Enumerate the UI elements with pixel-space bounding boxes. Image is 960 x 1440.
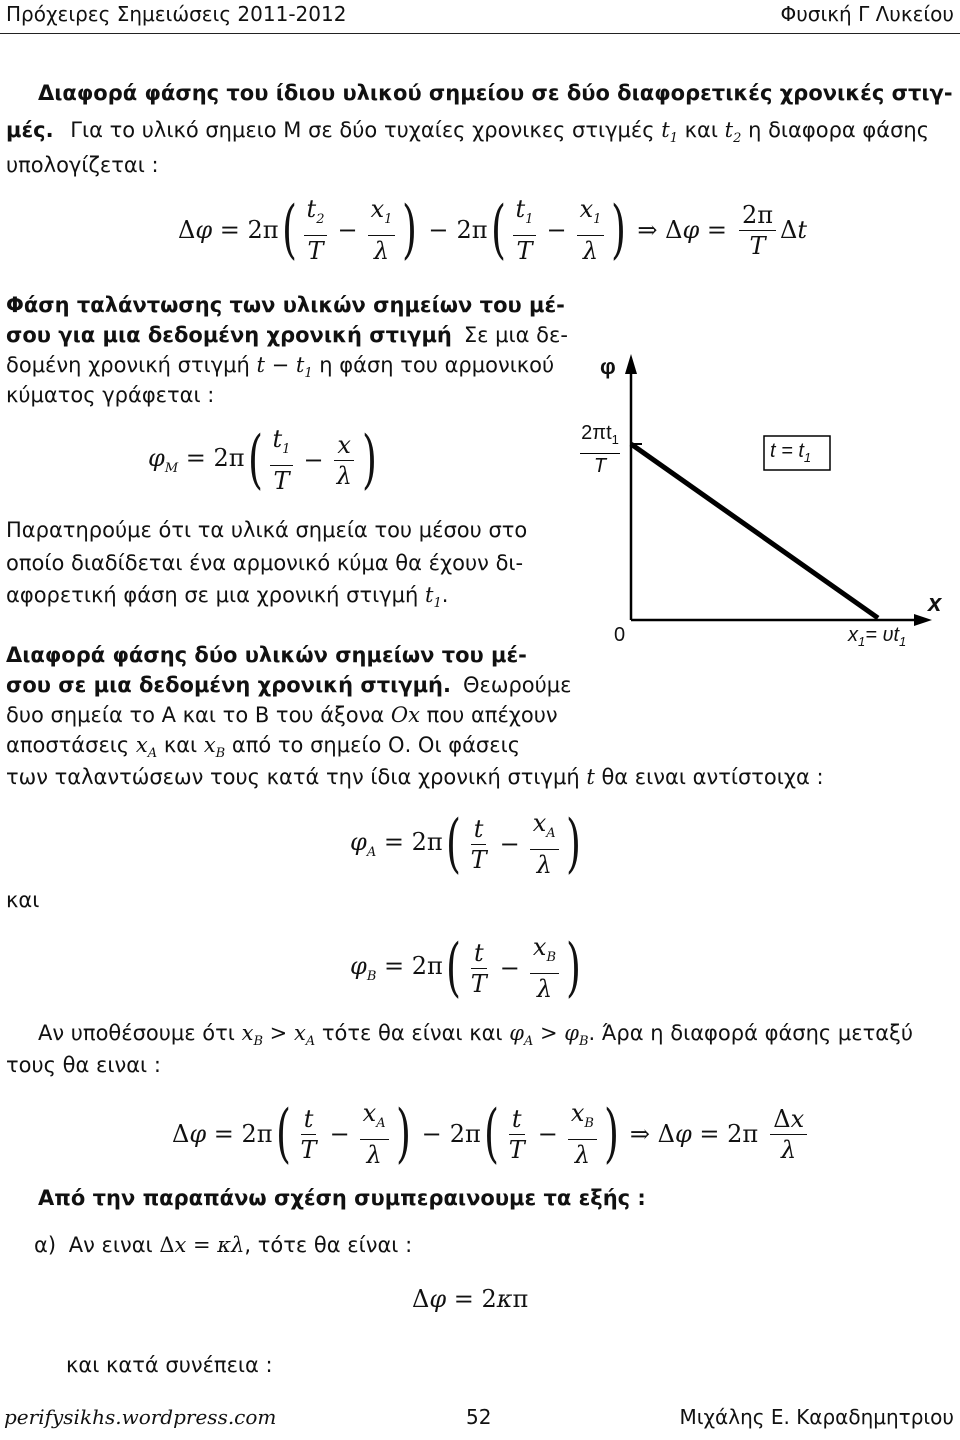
phase-vs-position-graph <box>570 340 955 670</box>
x-axis-label: x <box>928 590 942 617</box>
page-number: 52 <box>466 1405 492 1429</box>
section3-title-line1: Διαφορά φάσης δύο υλικών σημείων του μέ- <box>6 643 527 667</box>
item-a: α) Αν ειναι Δx = κλ, τότε θα είναι : <box>34 1233 413 1257</box>
consequence-text: και κατά συνέπεια : <box>66 1353 273 1377</box>
time-box-label: $t = t_1$ <box>770 440 812 465</box>
and-word: και <box>6 888 40 912</box>
equation-phase-B: $\varphi_B = 2\pi$ ( $\frac{t}{T}$ − $\frac{x_B}{\lambda}$ ) <box>350 931 581 1005</box>
section1-line2: μές. Για το υλικό σημειο Μ σε δύο τυχαίες χρονικες στιγμές $t_1$ και $t_2$ η διαφορα φάσης <box>6 118 930 147</box>
section4-title: Από την παραπάνω σχέση συμπεραινουμε τα εξής : <box>38 1186 646 1210</box>
section2-para-line3: αφορετική φάση σε μια χρονική στιγμή $t_1$. <box>6 583 449 612</box>
section1-line3: υπολογίζεται : <box>6 153 159 177</box>
section3-line5: των ταλαντώσεων τους κατά την ίδια χρονική στιγμή t θα ειναι αντίστοιχα : <box>6 765 824 789</box>
section3-line2: σου σε μια δεδομένη χρονική στιγμή. Θεωρούμε <box>6 673 572 697</box>
origin-label: 0 <box>614 624 626 646</box>
header-left: Πρόχειρες Σημειώσεις 2011-2012 <box>6 2 347 26</box>
section3-line3: δυο σημεία το Α και το Β του άξονα Ox που απέχουν <box>6 703 558 727</box>
equation-phase-M: $\varphi_M = 2\pi$ ( $\frac{t_1}{T}$ − $\frac{x}{\lambda}$ ) <box>148 423 377 497</box>
y-tick-label: $2\pi t_1$ T <box>581 422 619 477</box>
y-axis-arrowhead <box>625 354 637 374</box>
header-rule <box>0 33 960 34</box>
section2-line4: κύματος γράφεται : <box>6 383 215 407</box>
section3-line6: Αν υποθέσουμε ότι $x_B > x_A$ τότε θα είναι και $\varphi_A > \varphi_B$. Άρα η διαφορά φάσης μεταξύ <box>38 1021 913 1050</box>
section2-para-line1: Παρατηρούμε ότι τα υλικά σημεία του μέσου στο <box>6 518 528 542</box>
section3-line7: τους θα ειναι : <box>6 1053 161 1077</box>
section2-line2: σου για μια δεδομένη χρονική στιγμή Σε μια δε- <box>6 323 568 347</box>
header-right: Φυσική Γ Λυκείου <box>780 2 954 26</box>
x-tick-label: $x_1= \upsilon t_1$ <box>848 624 907 649</box>
equation-delta-phi-space: Δφ = 2π ( $\frac{t}{T}$ − $\frac{x_A}{\lambda}$ ) − 2π ( $\frac{t}{T}$ − $\frac{x_B}{\lambda}$ ) ⇒ Δφ = 2π $\frac{\Delta x}{\lambda}$ <box>172 1094 811 1174</box>
equation-delta-phi-k: Δφ = 2κπ <box>412 1285 529 1313</box>
equation-delta-phi-time: Δφ = 2π ( $\frac{t_2}{T}$ − $\frac{x_1}{\lambda}$ ) − 2π ( $\frac{t_1}{T}$ − $\frac{x_1}{\lambda}$ ) ⇒ Δφ = $\frac{2\pi}{T}$ Δt <box>178 193 808 267</box>
section1-title: Διαφορά φάσης του ίδιου υλικού σημείου σε δύο διαφορετικές χρονικές στιγ- <box>38 81 953 105</box>
phase-line <box>631 444 878 618</box>
section2-title-line1: Φάση ταλάντωσης των υλικών σημείων του μέ- <box>6 293 565 317</box>
footer-author: Μιχάλης Ε. Καραδημητριου <box>679 1405 954 1429</box>
section2-para-line2: οποίο διαδίδεται ένα αρμονικό κύμα θα έχουν δι- <box>6 551 524 575</box>
section2-line3: δομένη χρονική στιγμή $t - t_1$ η φάση του αρμονικού <box>6 353 555 382</box>
footer-site: perifysikhs.wordpress.com <box>4 1405 277 1429</box>
section3-line4: αποστάσεις $x_A$ και $x_B$ από το σημείο Ο. Οι φάσεις <box>6 733 521 762</box>
equation-phase-A: $\varphi_A = 2\pi$ ( $\frac{t}{T}$ − $\frac{x_A}{\lambda}$ ) <box>350 807 581 881</box>
y-axis-label: φ <box>600 354 616 379</box>
